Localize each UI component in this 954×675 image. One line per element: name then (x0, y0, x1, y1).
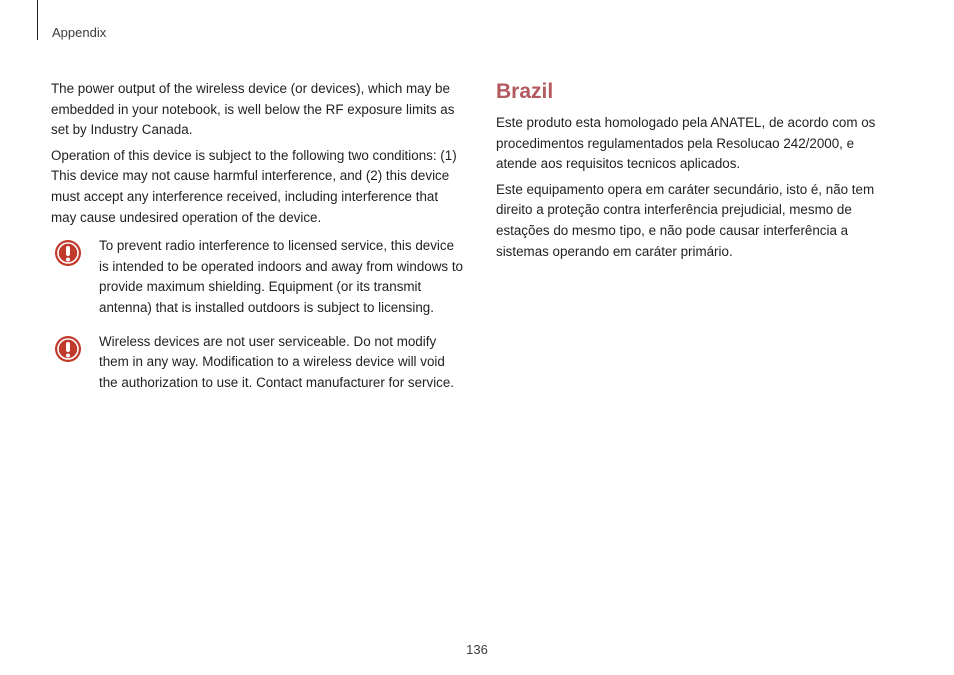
operation-conditions-paragraph: Operation of this device is subject to the following two conditions: (1) This device may not cause harmful interference, and (2) this device must accept any interference received, including interference that may cause undesired operation of the device. (51, 147, 457, 225)
warning-note-1 (51, 236, 463, 318)
warning-text-1: To prevent radio interference to licensed service, this device is intended to be operated indoors and away from windows to provide maximum shielding. Equipment (or its transmit antenna) that is installed outdoors is subject to licensing. (99, 238, 463, 315)
header-rule (37, 0, 38, 40)
right-column (496, 79, 896, 267)
page-number: 136 (466, 642, 488, 657)
warning-note-2 (51, 332, 463, 394)
brazil-title: Brazil (496, 80, 554, 103)
exclamation-circle-icon (54, 335, 82, 363)
warning-text-2: Wireless devices are not user serviceable. Do not modify them in any way. Modification to a wireless device will void the authorization to use it. Contact manufacturer for service. (99, 333, 455, 390)
secondary-operation-paragraph: Este equipamento opera em caráter secundário, isto é, não tem direito a proteção contra interferência prejudicial, mesmo de estações do mesmo tipo, e não pode causar interferência a sistemas operando em caráter primário. (496, 181, 875, 259)
exclamation-circle-icon (54, 239, 82, 267)
left-column (51, 79, 463, 406)
anatel-paragraph: Este produto esta homologado pela ANATEL, de acordo com os procedimentos regulamentados pela Resolucao 242/2000, e atende aos requisitos tecnicos aplicados. (496, 115, 876, 172)
rf-exposure-paragraph: The power output of the wireless device (or devices), which may be embedded in your notebook, is well below the RF exposure limits as set by Industry Canada. (51, 81, 455, 138)
section-header: Appendix (52, 25, 107, 40)
